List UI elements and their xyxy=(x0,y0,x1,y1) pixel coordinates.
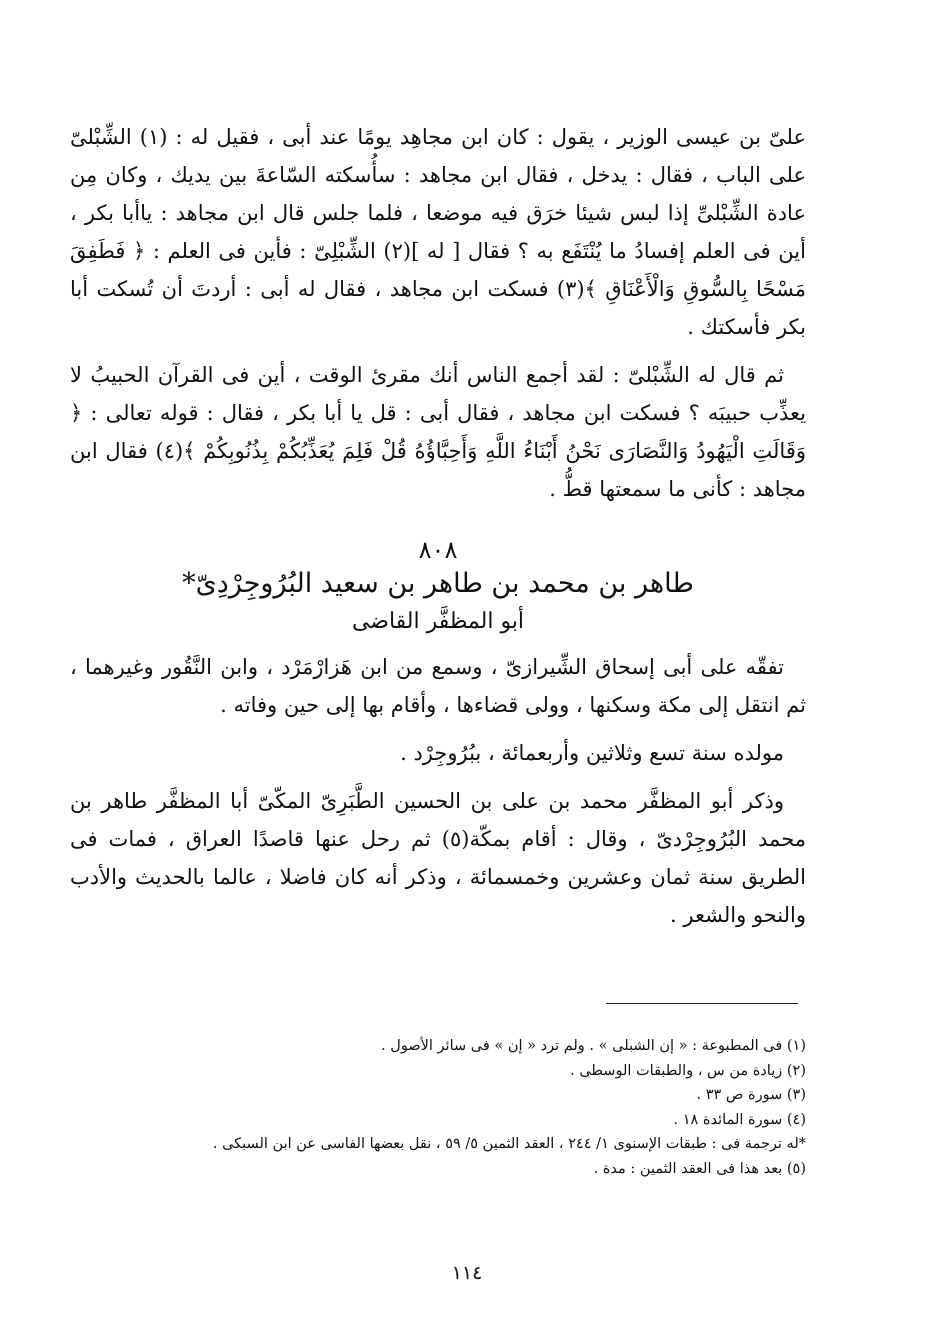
footnote: (١) فى المطبوعة : « إن الشبلى » . ولم ترد « إن » فى سائر الأصول . xyxy=(381,1038,806,1054)
entry-paragraph: تفقّه على أبى إسحاق الشِّيرازىّ ، وسمع من ابن هَزارْمَرْد ، وابن النَّقُور وغيرهما ، ثم انتقل إلى مكة وسكنها ، وولى قضاءها ، وأقام بها إلى حين وفاته . xyxy=(70,655,806,717)
entry-kunya: أبو المظفَّر القاضى xyxy=(351,609,525,634)
body-paragraph: علىّ بن عيسى الوزير ، يقول : كان ابن مجاهِد يومًا عند أبى ، فقيل له : (١) الشِّبْلىّ على الباب ، فقال : يدخل ، فقال ابن مجاهد : سأُسكته السّاعةَ بين يديك ، وكان مِن عادة الشِّبْلىِّ إذا لبس شيئا خرَق فيه موضعا ، فلما جلس قال ابن مجاهد : ياأبا بكر ، أين فى العلم إفسادُ ما يُنْتَفَع به ؟ فقال [ له ](٢) الشِّبْلِىّ : فأين فى العلم : ﴿ فَطَفِقَ مَسْحًا بِالسُّوقِ وَالْأَعْنَاقِ ﴾(٣) فسكت ابن مجاهد ، فقال له أبى : أردتَ أن تُسكت أبا بكر فأسكتك . xyxy=(70,125,806,339)
footnote: (٤) سورة المائدة ١٨ . xyxy=(673,1111,806,1128)
page-body xyxy=(70,118,806,934)
footnote-divider xyxy=(606,1003,798,1004)
entry-title: طاهر بن محمد بن طاهر بن سعيد البُرُوجِرْدِىّ* xyxy=(182,568,694,599)
footnote: (٢) زيادة من س ، والطبقات الوسطى . xyxy=(570,1062,806,1079)
entry-paragraph: مولده سنة تسع وثلاثين وأربعمائة ، ببُرُوجِرْد . xyxy=(400,741,784,765)
body-paragraph: ثم قال له الشِّبْلىّ : لقد أجمع الناس أنك مقرئ الوقت ، أين فى القرآن الحبيبُ لا يعذِّب حبيبَه ؟ فسكت ابن مجاهد ، فقال أبى : قل يا أبا بكر ، فقال : قوله تعالى : ﴿ وَقَالَتِ الْيَهُودُ وَالنَّصَارَى نَحْنُ أَبْنَاءُ اللَّهِ وَأَحِبَّاؤُهُ قُلْ فَلِمَ يُعَذِّبُكُمْ بِذُنُوبِكُمْ ﴾(٤) فقال ابن مجاهد : كأنى ما سمعتها قطُّ . xyxy=(70,363,807,501)
footnote: (٣) سورة ص ٣٣ . xyxy=(696,1087,806,1103)
footnotes xyxy=(70,1034,806,1181)
footnote: (٥) بعد هذا فى العقد الثمين : مدة . xyxy=(593,1160,806,1177)
footnote: *له ترجمة فى : طبقات الإسنوى ١/ ٢٤٤ ، العقد الثمين ٥/ ٥٩ ، نقل بعضها الفاسى عن ابن السبكى . xyxy=(212,1136,806,1152)
entry-paragraph: وذكر أبو المظفَّر محمد بن على بن الحسين الطَّبَرِىّ المكّىّ أبا المظفَّر طاهر بن محمد البُرُوجِرْدىّ ، وقال : أقام بمكّة(٥) ثم رحل عنها قاصدًا العراق ، فمات فى الطريق سنة ثمان وعشرين وخمسمائة ، وذكر أنه كان فاضلا ، عالما بالحديث والأدب والنحو والشعر . xyxy=(70,789,807,927)
entry-number: ٨٠٨ xyxy=(418,536,458,564)
page-number: ١١٤ xyxy=(451,1262,483,1284)
